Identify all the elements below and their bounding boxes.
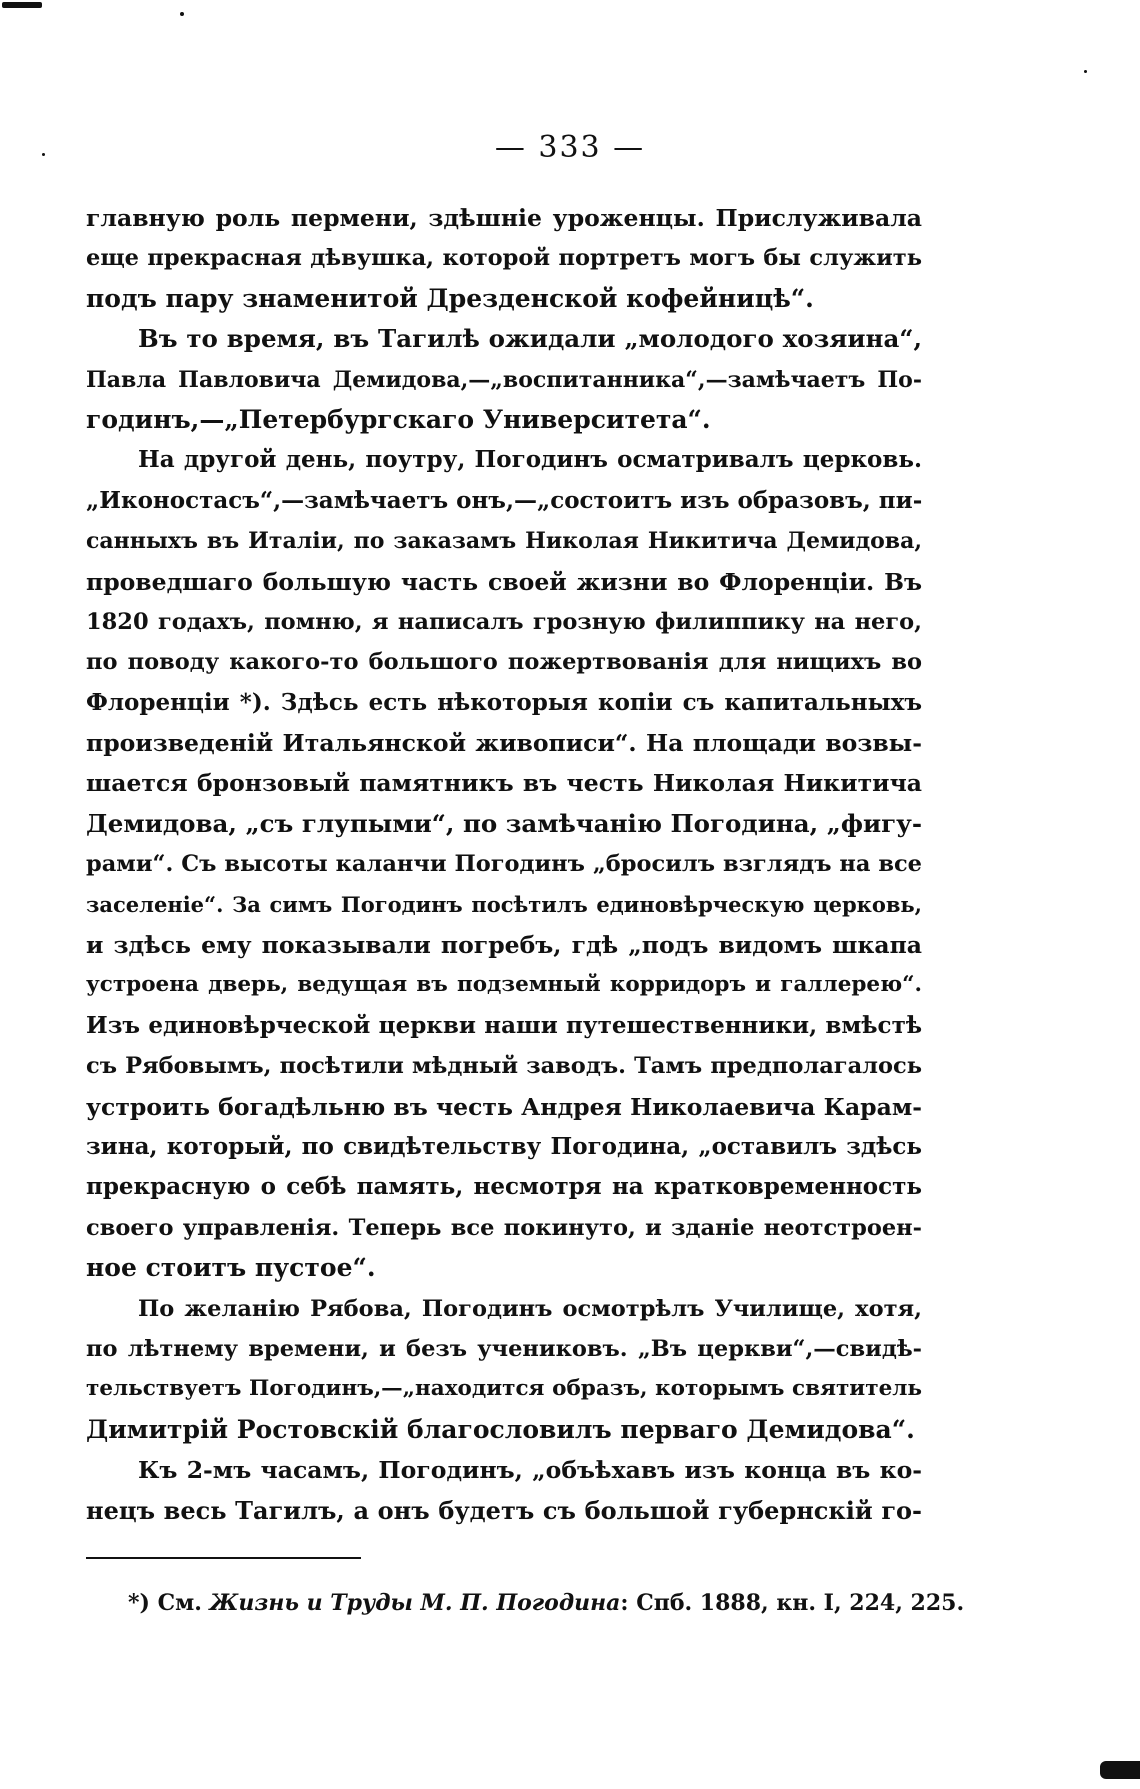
text-line: рами“. Съ высоты каланчи Погодинъ „бросилъ взглядъ на все	[86, 851, 922, 878]
text-line: Въ то время, въ Тагилѣ ожидали „молодого хозяина“,	[138, 324, 922, 354]
text-line: главную роль пермени, здѣшніе уроженцы. Прислуживала	[86, 204, 922, 232]
text-line: зина, который, по свидѣтельству Погодина, „оставилъ здѣсь	[86, 1132, 922, 1160]
text-line: по поводу какого-то большого пожертвованія для нищихъ во	[86, 649, 922, 676]
text-line: Димитрій Ростовскій благословилъ перваго Демидова“.	[86, 1414, 915, 1444]
text-line: Демидова, „съ глупыми“, по замѣчанію Погодина, „фигу-	[86, 808, 922, 838]
text-line: по лѣтнему времени, и безъ учениковъ. „Въ церкви“,—свидѣ-	[86, 1335, 922, 1362]
text-line: Павла Павловича Демидова,—„воспитанника“,—замѣчаетъ По-	[86, 366, 922, 393]
text-line: устроить богадѣльню въ честь Андрея Николаевича Карам-	[86, 1092, 922, 1121]
ink-speck	[2, 2, 42, 8]
text-line: еще прекрасная дѣвушка, которой портретъ могъ бы служить	[86, 245, 922, 272]
text-line: Къ 2-мъ часамъ, Погодинъ, „объѣхавъ изъ конца въ ко-	[138, 1456, 922, 1485]
footnote-title: Жизнь и Труды М. П. Погодина	[209, 1590, 621, 1616]
text-line: ное стоитъ пустое“.	[86, 1253, 376, 1283]
ink-speck	[1084, 70, 1087, 73]
text-line: Флоренціи *). Здѣсь есть нѣкоторыя копіи съ капитальныхъ	[86, 688, 922, 716]
footnote-marker: *) См.	[128, 1590, 202, 1616]
footnote	[128, 1590, 964, 1616]
text-line: санныхъ въ Италіи, по заказамъ Николая Никитича Демидова,	[86, 528, 922, 555]
text-line: проведшаго большую часть своей жизни во Флоренціи. Въ	[86, 567, 922, 596]
text-line: 1820 годахъ, помню, я написалъ грозную филиппику на него,	[86, 608, 922, 635]
footnote-rule	[86, 1557, 361, 1559]
text-line: На другой день, поутру, Погодинъ осматривалъ церковь.	[138, 446, 922, 474]
footnote-reference: : Спб. 1888, кн. I, 224, 225.	[620, 1590, 965, 1616]
text-line: годинъ,—„Петербургскаго Университета“.	[86, 404, 711, 434]
text-line: подъ пару знаменитой Дрезденской кофейницѣ“.	[86, 283, 814, 313]
page-number: — 333 —	[494, 130, 646, 165]
text-line: шается бронзовый памятникъ въ честь Николая Никитича	[86, 769, 922, 798]
text-line: и здѣсь ему показывали погребъ, гдѣ „подъ видомъ шкапа	[86, 931, 922, 960]
ink-speck	[180, 12, 184, 16]
text-line: съ Рябовымъ, посѣтили мѣдный заводъ. Тамъ предполагалось	[86, 1053, 922, 1080]
body-text	[86, 198, 922, 1531]
text-line: устроена дверь, ведущая въ подземный корридоръ и галлерею“.	[86, 972, 922, 998]
text-line: тельствуетъ Погодинъ,—„находится образъ, которымъ святитель	[86, 1376, 922, 1402]
text-line: заселеніе“. За симъ Погодинъ посѣтилъ единовѣрческую церковь,	[86, 891, 922, 917]
text-line: нецъ весь Тагилъ, а онъ будетъ съ большой губернскій го-	[86, 1495, 922, 1525]
text-line: „Иконостасъ“,—замѣчаетъ онъ,—„состоитъ изъ образовъ, пи-	[86, 486, 923, 514]
text-line: своего управленія. Теперь все покинуто, и зданіе неотстроен-	[86, 1214, 922, 1241]
text-line: Изъ единовѣрческой церкви наши путешественники, вмѣстѣ	[86, 1011, 922, 1039]
text-line: произведеній Итальянской живописи“. На площади возвы-	[86, 729, 922, 758]
text-line: прекрасную о себѣ память, несмотря на кратковременность	[86, 1173, 922, 1201]
scan-corner-mark	[1100, 1761, 1140, 1779]
text-line: По желанію Рябова, Погодинъ осмотрѣлъ Училище, хотя,	[138, 1295, 922, 1322]
